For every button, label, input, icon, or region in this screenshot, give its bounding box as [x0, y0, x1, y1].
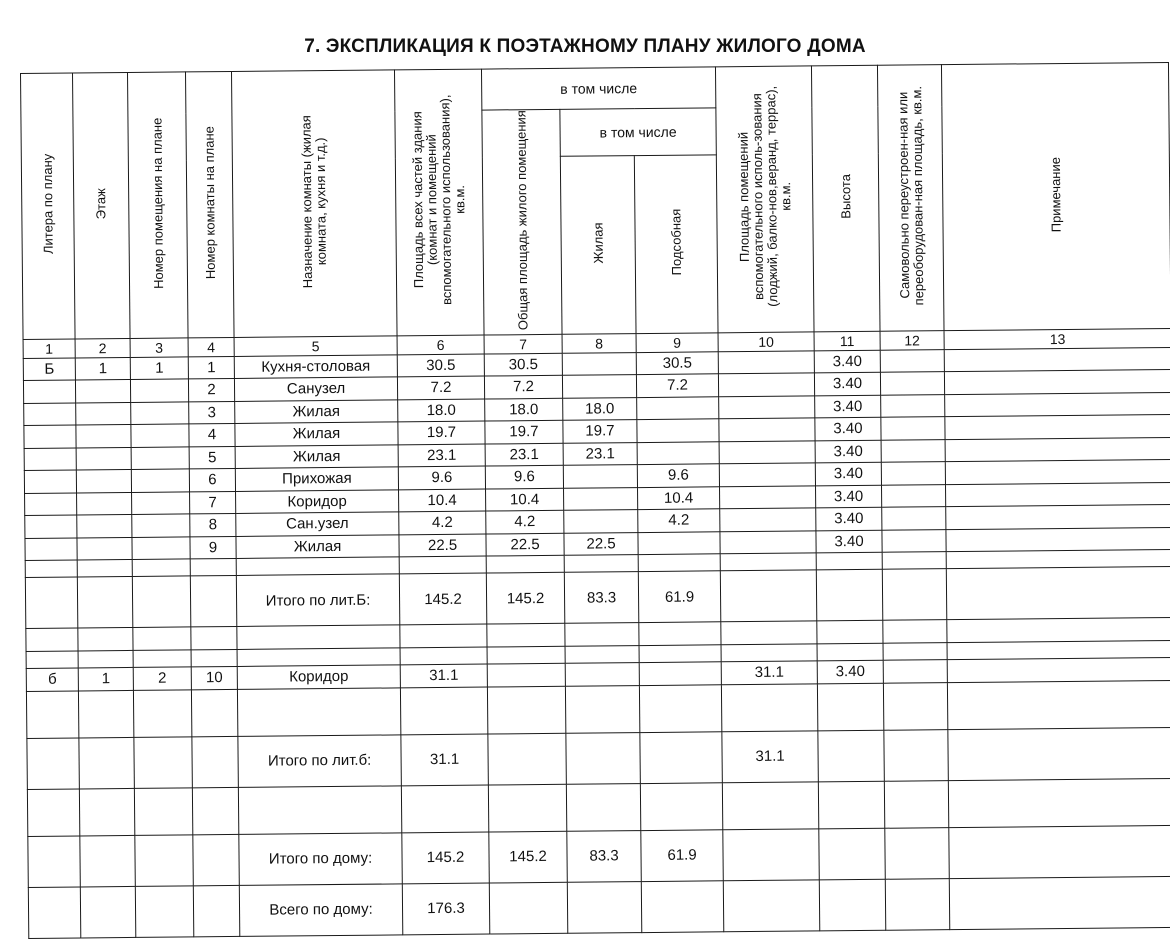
col-number: 13 — [944, 328, 1170, 349]
cell-total: 30.5 — [484, 353, 562, 376]
cell-height: 3.40 — [815, 395, 881, 418]
cell-purpose: Жилая — [235, 422, 398, 446]
cell-living — [563, 465, 637, 488]
total-label: Итого по лит.Б: — [236, 574, 399, 627]
cell-living: 22.5 — [564, 533, 638, 556]
col-number: 5 — [234, 336, 397, 357]
header-height: Высота — [811, 65, 880, 332]
col-number: 8 — [562, 334, 636, 354]
cell-living — [564, 510, 638, 533]
col-number: 1 — [23, 339, 75, 358]
cell-height: 3.40 — [816, 508, 882, 531]
cell-chamber-number: 9 — [190, 536, 236, 559]
cell-auxiliary: 10.4 — [638, 487, 720, 510]
cell-chamber-number: 8 — [190, 514, 236, 537]
cell-floor — [76, 470, 131, 493]
header-note: Примечание — [941, 62, 1170, 330]
total-label: Итого по дому: — [239, 833, 402, 886]
total-area: 145.2 — [402, 832, 489, 884]
cell-area: 19.7 — [398, 422, 485, 445]
cell-litera: Б — [23, 358, 75, 381]
cell-area: 7.2 — [397, 377, 484, 400]
cell-room-number — [132, 537, 190, 560]
cell-purpose: Коридор — [236, 490, 399, 514]
col-number: 11 — [814, 331, 880, 351]
header-purpose: Назначение комнаты (жилая комната, кухня и т.д.) — [231, 70, 397, 338]
cell-purpose: Жилая — [235, 445, 398, 469]
col-number: 9 — [636, 333, 718, 353]
cell-purpose: Кухня-столовая — [234, 355, 397, 379]
cell-litera — [25, 538, 77, 561]
cell-chamber-number: 3 — [189, 401, 235, 424]
total-living-space: 145.2 — [486, 573, 564, 625]
total-aux-area: 31.1 — [722, 731, 818, 783]
cell-height: 3.40 — [815, 463, 881, 486]
total-auxiliary: 61.9 — [641, 830, 723, 882]
cell-unauthorized — [882, 507, 946, 530]
cell-room-number — [131, 447, 189, 470]
cell-living: 23.1 — [563, 443, 637, 466]
cell-litera — [23, 380, 75, 403]
total-label: Итого по лит.б: — [238, 735, 401, 788]
cell-unauthorized — [880, 350, 944, 373]
cell-area: 23.1 — [398, 444, 485, 467]
document-title: 7. ЭКСПЛИКАЦИЯ К ПОЭТАЖНОМУ ПЛАНУ ЖИЛОГО ДОМА — [304, 36, 866, 57]
cell-unauthorized — [883, 660, 947, 683]
cell-floor — [76, 402, 131, 425]
cell-floor — [77, 492, 132, 515]
cell-total: 10.4 — [486, 488, 564, 511]
header-floor: Этаж — [73, 72, 131, 338]
cell-height: 3.40 — [815, 440, 881, 463]
cell-total: 22.5 — [486, 533, 564, 556]
cell-note — [945, 392, 1170, 417]
total-area: 31.1 — [401, 734, 488, 786]
cell-room-number: 2 — [133, 667, 191, 690]
cell-auxiliary: 9.6 — [637, 464, 719, 487]
cell-room-number: 1 — [130, 357, 188, 380]
cell-litera — [24, 425, 76, 448]
total-auxiliary: 61.9 — [638, 571, 720, 623]
cell-litera — [25, 515, 77, 538]
cell-floor — [75, 380, 130, 403]
cell-living — [562, 375, 636, 398]
cell-unauthorized — [881, 462, 945, 485]
cell-aux-area — [720, 531, 816, 554]
cell-total — [487, 664, 565, 687]
cell-area: 4.2 — [399, 512, 486, 535]
cell-living — [565, 663, 639, 686]
cell-auxiliary: 7.2 — [636, 374, 718, 397]
cell-room-number — [132, 514, 190, 537]
cell-area: 10.4 — [399, 489, 486, 512]
cell-aux-area — [719, 418, 815, 441]
cell-auxiliary — [637, 419, 719, 442]
cell-aux-area — [718, 373, 814, 396]
grand-total-label: Всего по дому: — [239, 884, 402, 937]
cell-chamber-number: 7 — [190, 491, 236, 514]
cell-purpose: Жилая — [236, 535, 399, 559]
header-room-number: Номер помещения на плане — [127, 72, 188, 338]
cell-unauthorized — [882, 530, 946, 553]
cell-unauthorized — [881, 417, 945, 440]
col-number: 10 — [718, 332, 814, 352]
cell-litera — [25, 493, 77, 516]
cell-litera — [24, 403, 76, 426]
col-number: 4 — [188, 337, 234, 356]
cell-total: 18.0 — [485, 398, 563, 421]
cell-aux-area — [719, 463, 815, 486]
header-chamber-number: Номер комнаты на плане — [185, 71, 234, 337]
cell-purpose: Санузел — [234, 377, 397, 401]
cell-total: 4.2 — [486, 511, 564, 534]
cell-note — [946, 527, 1170, 552]
col-number: 12 — [880, 331, 944, 351]
cell-chamber-number: 1 — [188, 356, 234, 379]
cell-chamber-number: 6 — [189, 469, 235, 492]
cell-floor — [77, 515, 132, 538]
cell-aux-area — [720, 508, 816, 531]
cell-note — [945, 460, 1170, 485]
cell-room-number — [131, 402, 189, 425]
cell-litera — [24, 448, 76, 471]
cell-note — [945, 482, 1170, 507]
cell-height: 3.40 — [814, 373, 880, 396]
cell-aux-area — [720, 486, 816, 509]
cell-litera: б — [26, 668, 78, 691]
cell-aux-area: 31.1 — [721, 661, 817, 684]
col-number: 2 — [75, 338, 130, 358]
cell-unauthorized — [881, 485, 945, 508]
header-row-1 — [21, 62, 1169, 114]
cell-area: 30.5 — [397, 354, 484, 377]
cell-auxiliary — [637, 397, 719, 420]
cell-room-number — [131, 424, 189, 447]
cell-note — [946, 505, 1170, 530]
cell-note — [947, 658, 1170, 683]
explication-table-sheet — [20, 62, 1170, 918]
cell-purpose: Коридор — [237, 665, 400, 689]
cell-room-number — [130, 379, 188, 402]
cell-area: 9.6 — [398, 467, 485, 490]
cell-floor — [76, 447, 131, 470]
header-aux-area: Площадь помещений вспомогательного исполь-зования (лоджий, балко-нов,веранд, террас), кв.м. — [715, 66, 814, 333]
cell-note — [945, 415, 1170, 440]
cell-chamber-number: 4 — [189, 424, 235, 447]
cell-chamber-number: 2 — [188, 379, 234, 402]
header-living-space-total: Общая площадь жилого помещения — [482, 109, 562, 335]
cell-total: 7.2 — [484, 376, 562, 399]
cell-note — [945, 437, 1170, 462]
cell-floor — [77, 537, 132, 560]
header-living: Жилая — [560, 156, 636, 334]
header-including-group: в том числе — [481, 67, 715, 110]
total-living: 83.3 — [564, 572, 638, 624]
explication-table — [20, 62, 1170, 939]
cell-living — [562, 353, 636, 376]
cell-floor: 1 — [75, 357, 130, 380]
cell-note — [944, 370, 1170, 395]
cell-living: 19.7 — [563, 420, 637, 443]
cell-total: 23.1 — [485, 443, 563, 466]
cell-aux-area — [719, 396, 815, 419]
cell-chamber-number: 10 — [191, 667, 237, 690]
cell-floor: 1 — [78, 668, 133, 691]
header-auxiliary: Подсобная — [634, 155, 718, 334]
cell-purpose: Сан.узел — [236, 512, 399, 536]
cell-height: 3.40 — [815, 485, 881, 508]
total-area: 145.2 — [399, 573, 486, 625]
total-living-space: 145.2 — [489, 831, 567, 883]
header-litera: Литера по плану — [21, 73, 76, 339]
cell-room-number — [132, 492, 190, 515]
cell-total: 9.6 — [485, 466, 563, 489]
cell-auxiliary — [637, 442, 719, 465]
grand-total-area: 176.3 — [402, 883, 489, 935]
cell-floor — [76, 425, 131, 448]
cell-area: 18.0 — [398, 399, 485, 422]
cell-purpose: Прихожая — [235, 467, 398, 491]
cell-unauthorized — [881, 440, 945, 463]
cell-purpose: Жилая — [235, 400, 398, 424]
cell-height: 3.40 — [814, 350, 880, 373]
cell-chamber-number: 5 — [189, 446, 235, 469]
cell-total: 19.7 — [485, 421, 563, 444]
col-number: 7 — [484, 334, 562, 354]
cell-auxiliary: 4.2 — [638, 509, 720, 532]
cell-auxiliary — [638, 532, 720, 555]
col-number: 6 — [397, 335, 484, 355]
cell-aux-area — [719, 441, 815, 464]
cell-living: 18.0 — [563, 398, 637, 421]
total-living: 83.3 — [567, 831, 641, 883]
cell-area: 22.5 — [399, 534, 486, 557]
cell-aux-area — [718, 351, 814, 374]
header-unauthorized: Самовольно переустроен-ная или переоборудован-ная площадь, кв.м. — [877, 65, 944, 332]
cell-auxiliary — [639, 662, 721, 685]
cell-height: 3.40 — [816, 530, 882, 553]
header-including-subgroup: в том числе — [560, 108, 716, 157]
col-number: 3 — [130, 338, 188, 358]
cell-height: 3.40 — [815, 418, 881, 441]
grand-total-row — [28, 876, 1170, 938]
cell-unauthorized — [881, 395, 945, 418]
cell-unauthorized — [880, 372, 944, 395]
header-total-area-all: Площадь всех частей здания (комнат и помещений вспомогательного использования), кв.м. — [394, 69, 484, 336]
cell-note — [944, 347, 1170, 372]
cell-auxiliary: 30.5 — [636, 352, 718, 375]
cell-room-number — [131, 469, 189, 492]
cell-height: 3.40 — [817, 661, 883, 684]
cell-living — [564, 488, 638, 511]
cell-area: 31.1 — [400, 664, 487, 687]
cell-litera — [24, 470, 76, 493]
